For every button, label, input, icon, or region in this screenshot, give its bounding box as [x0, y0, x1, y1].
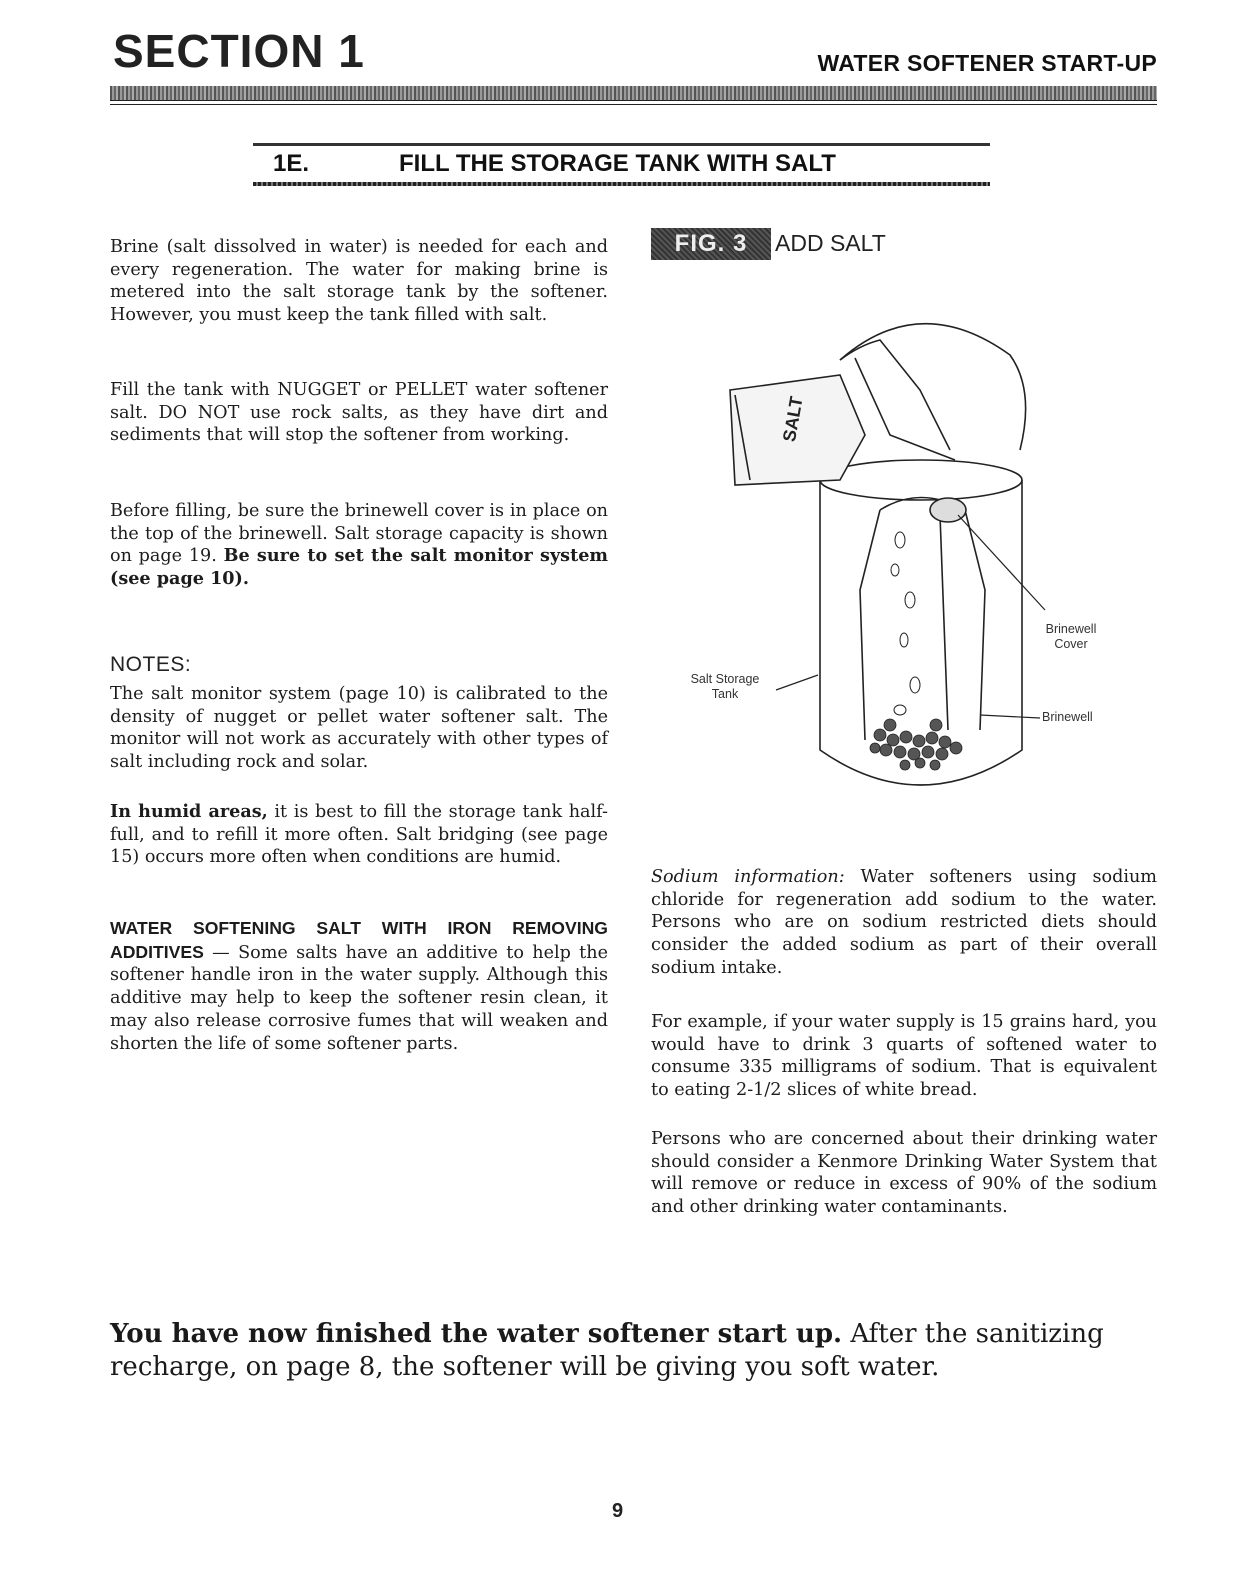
section-title: SECTION 1: [113, 25, 365, 77]
section-subtitle: WATER SOFTENER START-UP: [817, 50, 1157, 76]
sodium-label: Sodium information:: [651, 867, 845, 887]
brinewell-text: Before filling, be sure the brinewell cover is in place on the top of the brinewell. Salt storage capacity is shown on page 19.: [110, 501, 608, 567]
subsection-number: 1E.: [273, 150, 310, 177]
label-salt-storage-tank: Salt Storage Tank: [690, 672, 760, 701]
add-salt-figure: [690, 300, 1160, 820]
water-softener-illustration: [690, 300, 1160, 820]
sodium-paragraph: [651, 866, 1157, 980]
humid-paragraph: [110, 801, 608, 869]
closing-text: After the sanitizing recharge, on page 8, the softener will be giving you soft water.: [110, 1319, 1104, 1382]
subsection-heading: [273, 150, 836, 178]
brine-paragraph: Brine (salt dissolved in water) is needed for each and every regeneration. The water for making brine is metered into the salt storage tank by the softener. However, you must keep the tank filled with salt.: [110, 237, 608, 326]
subsection-title: FILL THE STORAGE TANK WITH SALT: [399, 150, 836, 177]
figure-title: ADD SALT: [775, 230, 886, 256]
concern-paragraph: Persons who are concerned about their drinking water should consider a Kenmore Drinking Water System that will remove or reduce in excess of 90% of the sodium and other drinking water contaminants.: [651, 1129, 1157, 1218]
label-brinewell: Brinewell: [1042, 710, 1093, 724]
salt-bag-lettering: SALT: [779, 394, 807, 444]
header-rule-line: [110, 104, 1157, 105]
page-number: 9: [612, 1500, 624, 1522]
closing-statement: [110, 1318, 1157, 1384]
closing-bold: You have now finished the water softener start up.: [110, 1319, 843, 1349]
iron-label: WATER SOFTENING SALT WITH IRON REMOVING ADDITIVES: [110, 918, 608, 962]
notes-paragraph: The salt monitor system (page 10) is calibrated to the density of nugget or pellet water softener salt. The monitor will not work as accurately with other types of salt including rock and solar.: [110, 684, 608, 773]
brine-bubbles: [891, 532, 920, 715]
fill-paragraph: Fill the tank with NUGGET or PELLET water softener salt. DO NOT use rock salts, as they have dirt and sediments that will stop the softener from working.: [110, 380, 608, 446]
notes-heading: NOTES:: [110, 653, 192, 676]
tank-top: [820, 460, 1022, 500]
salt-monitor-note: Be sure to set the salt monitor system (see page 10).: [110, 545, 609, 590]
example-paragraph: For example, if your water supply is 15 grains hard, you would have to drink 3 quarts of softened water to consume 335 milligrams of sodium. That is equivalent to eating 2-1/2 slices of white bread.: [651, 1012, 1157, 1101]
humid-label: In humid areas,: [110, 801, 268, 822]
brinewell-paragraph: [110, 500, 608, 591]
brinewell-column: [860, 510, 985, 740]
sodium-text: Water softeners using sodium chloride for regeneration add sodium to the water. Persons who are on sodium restricted diets should consider the added sodium as part of their overall sodium intake.: [651, 867, 1157, 978]
label-brinewell-cover: Brinewell Cover: [1045, 622, 1097, 651]
subsection-rule-top: [253, 143, 990, 146]
figure-badge: FIG. 3: [651, 228, 771, 260]
iron-paragraph: [110, 917, 608, 1055]
header-rule: [110, 86, 1157, 101]
humid-text: it is best to fill the storage tank half-full, and to refill it more often. Salt bridging (see page 15) occurs more often when conditions are humid.: [110, 802, 608, 868]
subsection-rule-bottom: [253, 182, 990, 186]
iron-text: — Some salts have an additive to help the softener handle iron in the water supply. Although this additive may help to keep the softener resin clean, it may also release corrosive fumes that will weaken and shorten the life of some softener parts.: [110, 942, 608, 1054]
